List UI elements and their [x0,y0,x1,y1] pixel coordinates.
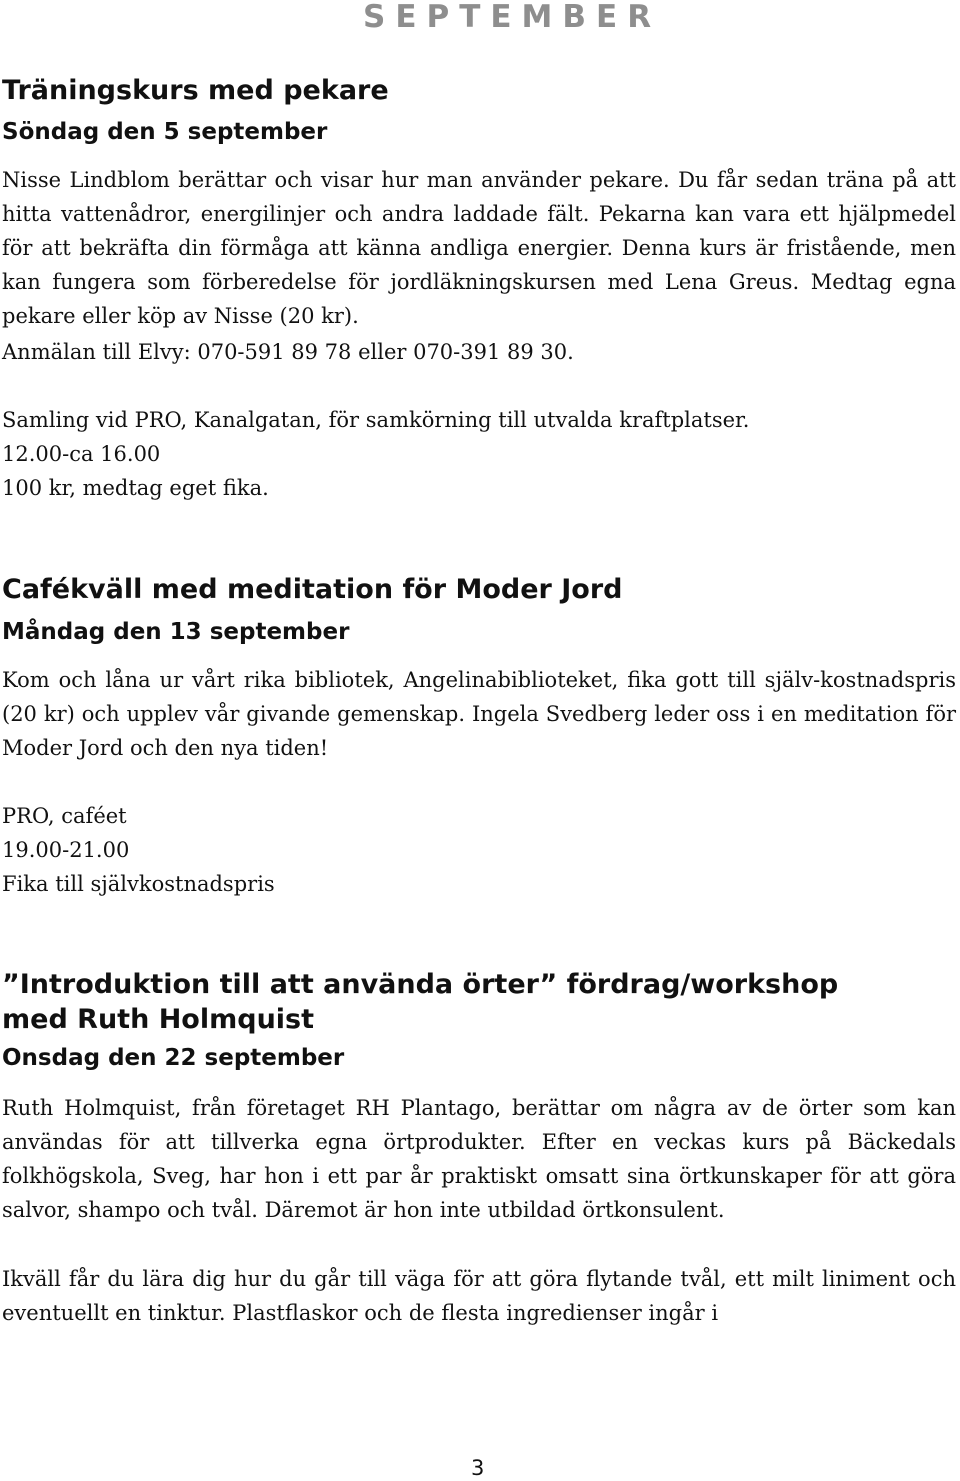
event-title: ”Introduktion till att använda örter” fördrag/workshop [2,969,839,1000]
event-title-continued: med Ruth Holmquist [2,1004,315,1035]
event-title: Träningskurs med pekare [2,75,389,106]
event-contact: Anmälan till Elvy: 070-591 89 78 eller 070-391 89 30. [2,340,574,364]
event-description: Ruth Holmquist, från företaget RH Plantago, berättar om några av de örter som kan användas för att tillverka egna örtprodukter. Efter en veckas kurs på Bäckedals folkhögskola, Sveg, har hon i ett par år praktiskt omsatt sina örtkunskaper för att göra salvor, shampo och tvål. Däremot är hon inte utbildad örtkonsulent. [2,1096,956,1222]
month-header: SEPTEMBER [363,0,662,35]
event-description: Kom och låna ur vårt rika bibliotek, Angelinabiblioteket, fika gott till själv-kostnadspris (20 kr) och upplev vår givande gemenskap. Ingela Svedberg leder oss i en meditation för Moder Jord och den nya tiden! [2,668,956,760]
event-price: Fika till självkostnadspris [2,872,275,896]
page-number: 3 [471,1456,485,1480]
event-date: Söndag den 5 september [2,119,328,145]
event-price: 100 kr, medtag eget fika. [2,476,269,500]
event-date: Onsdag den 22 september [2,1045,345,1071]
event-description-continued: Ikväll får du lära dig hur du går till väga för att göra flytande tvål, ett milt liniment och eventuellt en tinktur. Plastflaskor och de flesta ingredienser ingår i [2,1267,956,1325]
event-date: Måndag den 13 september [2,619,350,645]
event-title: Cafékväll med meditation för Moder Jord [2,574,623,605]
event-description: Nisse Lindblom berättar och visar hur man använder pekare. Du får sedan träna på att hitta vattenådror, energilinjer och andra laddade fält. Pekarna kan vara ett hjälpmedel för att bekräfta din förmåga att känna andliga energier. Denna kurs är fristående, men kan fungera som förberedelse för jordläkningskursen med Lena Greus. Medtag egna pekare eller köp av Nisse (20 kr). [2,168,956,328]
event-time: 12.00-ca 16.00 [2,442,161,466]
event-place: PRO, caféet [2,804,127,828]
event-time: 19.00-21.00 [2,838,130,862]
event-place: Samling vid PRO, Kanalgatan, för samkörning till utvalda kraftplatser. [2,408,750,432]
